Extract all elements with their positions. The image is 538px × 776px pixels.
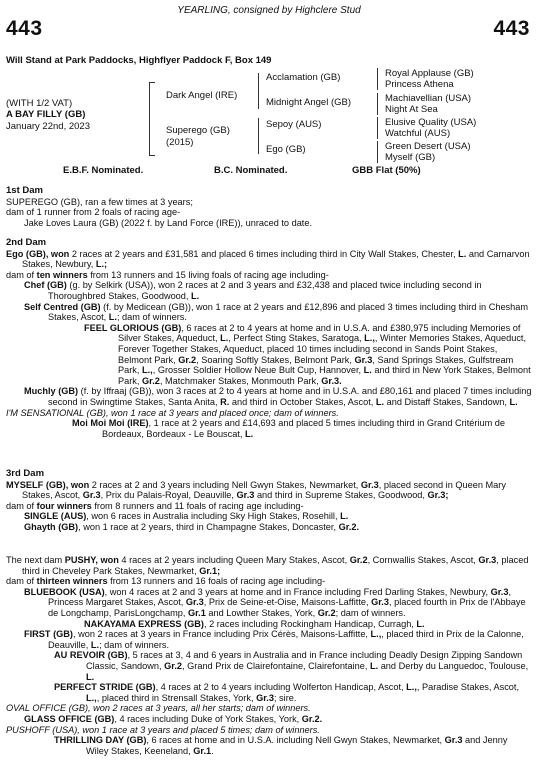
sire: Dark Angel (IRE) [166,90,238,101]
next-dam-record: The next dam PUSHY, won 4 races at 2 years including Queen Mary Stakes, Ascot, Gr.2, Cornwallis Stakes, Ascot, Gr.3, placed third in Cheveley Park Stakes, Newmarket, Gr.1; [6,555,529,576]
consignment-header: YEARLING, consigned by Highclere Stud [177,5,361,16]
produce-perfect-stride: PERFECT STRIDE (GB), 4 races at 2 to 4 years including Wolferton Handicap, Ascot, L.,, Paradise Stakes, Ascot, L.,, placed third in Strensall Stakes, York, Gr.3; sire. [54,682,520,703]
foaling-date: January 22nd, 2023 [6,121,90,132]
pedigree-brace-main [149,82,150,156]
first-dam-heading: 1st Dam [6,185,43,196]
first-dam-produce: Jake Loves Laura (GB) (2022 f. by Land Force (IRE)), unraced to date. [24,217,313,228]
lot-number-right: 443 [493,17,530,40]
grandparent-6: Watchful (AUS) [385,128,451,139]
third-dam-section [6,469,532,533]
first-dam-line: SUPEREGO (GB), ran a few times at 3 years; [6,196,193,207]
second-dam-produce-summary: dam of ten winners from 13 runners and 15 living foals of racing age including- [6,269,329,280]
sire-brace [258,73,259,109]
horse-name: A BAY FILLY (GB) [6,109,86,120]
second-dam-record: Ego (GB), won 2 races at 2 years and £31,581 and placed 6 times including third in City Wall Stakes, Chester, L. and Carnarvon Stakes, Newbury, L.; [6,248,530,270]
second-dam-section [6,238,532,439]
third-dam-produce-summary: dam of four winners from 8 runners and 11 foals of racing age including- [6,500,304,511]
produce-nakayama-express: NAKAYAMA EXPRESS (GB), 2 races including Rockingham Handicap, Curragh, L. [84,618,425,629]
stabling-title: Will Stand at Park Paddocks, Highflyer Paddock F, Box 149 [6,55,272,66]
first-dam-section [6,186,532,228]
lot-number-left: 443 [6,17,43,40]
grandparent-2: Princess Athena [385,79,454,90]
vat-note: (WITH 1/2 VAT) [6,98,73,109]
ebf-nomination: E.B.F. Nominated. [63,165,144,176]
brace-tick [149,82,155,83]
grandparent-5: Elusive Quality (USA) [385,117,477,128]
grandparent-8: Myself (GB) [385,152,436,163]
first-dam-line: dam of 1 runner from 2 foals of racing age- [6,207,181,218]
grandparent-3: Machiavellian (USA) [385,93,472,104]
gg-brace-1 [377,68,378,90]
gg-brace-3 [377,117,378,139]
sire-sire: Acclamation (GB) [266,72,341,83]
produce-self-centred: Self Centred (GB) (f. by Medicean (GB)), won 1 race at 2 years and £12,896 and placed 3 times including third in Chesham Stakes, Ascot, L.; dam of winners. [24,301,529,323]
produce-single: SINGLE (AUS), won 6 races in Australia including Sky High Stakes, Rosehill, L. [24,511,349,522]
produce-muchly: Muchly (GB) (f. by Iffraaj (GB)), won 3 races at 2 to 4 years at home and in U.S.A. and £80,161 and placed 7 times including second in Swingtime Stakes, Santa Anita, R. and third in October Stakes, Ascot, L. and Distaff Stakes, Sandown, L. [24,386,532,407]
gg-brace-2 [377,93,378,115]
produce-moi-moi-moi: Moi Moi Moi (IRE), 1 race at 2 years and £14,693 and placed 5 times including third in Grand Critérium de Bordeaux, Bordeaux - Le Bouscat, L. [72,418,506,439]
produce-thrilling-day: THRILLING DAY (GB), 6 races at home and in U.S.A. including Nell Gwyn Stakes, Newmarket, Gr.3 and Jenny Wiley Stakes, Keeneland, Gr.1. [54,735,508,756]
gg-brace-4 [377,141,378,163]
gbb-nomination: GBB Flat (50%) [352,165,421,176]
dam-brace [258,118,259,154]
dam-year: (2015) [166,137,194,148]
next-dam-produce-summary: dam of thirteen winners from 13 runners and 16 foals of racing age including- [6,576,326,587]
produce-ghayth: Ghayth (GB), won 1 race at 2 years, third in Champagne Stakes, Doncaster, Gr.2. [24,521,359,532]
second-dam-heading: 2nd Dam [6,237,47,248]
brace-tick [149,155,155,156]
produce-chef: Chef (GB) (g. by Selkirk (USA)), won 2 races at 2 and 3 years and £32,438 and placed twice including second in Thoroughbred Stakes, Goodwood, L. [24,280,482,301]
produce-au-revoir: AU REVOIR (GB), 5 races at 3, 4 and 6 years in Australia and in France including Deadly Design Zipping Sandown Classic, Sandown, Gr.2, Grand Prix de Clairefontaine, Clairefontaine, L. and Derby du Languedoc, Toulouse, L. [54,650,529,682]
dam-sire: Sepoy (AUS) [266,119,322,130]
sire-dam: Midnight Angel (GB) [266,97,352,108]
produce-first: FIRST (GB), won 2 races at 3 years in France including Prix Cérès, Maisons-Laffitte, L.,, placed third in Prix de la Calonne, Deauville, L.; dam of winners. [24,629,524,650]
dam: Superego (GB) [166,125,230,136]
grandparent-4: Night At Sea [385,104,438,115]
produce-oval-office: OVAL OFFICE (GB), won 2 races at 3 years, all her starts; dam of winners. [6,703,311,714]
third-dam-record: MYSELF (GB), won 2 races at 2 and 3 years including Nell Gwyn Stakes, Newmarket, Gr.3, placed second in Queen Mary Stakes, Ascot, Gr.3, Prix du Palais-Royal, Deauville, Gr.3 and third in Supreme Stakes, Goodwood, Gr.3; [6,479,506,501]
dam-dam: Ego (GB) [266,144,306,155]
produce-feel-glorious: FEEL GLORIOUS (GB), 6 races at 2 to 4 years at home and in U.S.A. and £380,975 including Memories of Silver Stakes, Aqueduct, L., Perfect Sting Stakes, Saratoga, L.,, Winter Memories Stakes, Aqueduct, Forever Together Stakes, Aqueduct, placed 10 times including second in Sands Point Stakes, Belmont Park, Gr.2, Soaring Softly Stakes, Belmont Park, Gr.3, Sand Springs Stakes, Gulfstream Park, L.,, Grosser Soldier Hollow Neue Bult Cup, Hannover, L. and third in New York Stakes, Belmont Park, Gr.2, Matchmaker Stakes, Monmouth Park, Gr.3. [84,322,531,386]
grandparent-7: Green Desert (USA) [385,141,471,152]
produce-bluebook: BLUEBOOK (USA), won 4 races at 2 and 3 years at home and in France including Fred Darling Stakes, Newbury, Gr.3, Princess Margaret Stakes, Ascot, Gr.3, Prix de Seine-et-Oise, Maisons-Laffitte, Gr.3, placed fourth in Prix de l'Abbaye de Longchamp, ParisLongchamp, Gr.1 and Lowther Stakes, York, Gr.2; dam of winners. [24,586,526,618]
next-dam-section [6,555,532,756]
grandparent-1: Royal Applause (GB) [385,68,474,79]
third-dam-heading: 3rd Dam [6,468,45,479]
produce-pushoff: PUSHOFF (USA), won 1 race at 3 years and placed 5 times; dam of winners. [6,724,320,735]
bc-nomination: B.C. Nominated. [214,165,288,176]
produce-im-sensational: I'M SENSATIONAL (GB), won 1 race at 3 years and placed once; dam of winners. [6,407,339,418]
produce-glass-office: GLASS OFFICE (GB), 4 races including Duke of York Stakes, York, Gr.2. [24,713,323,724]
